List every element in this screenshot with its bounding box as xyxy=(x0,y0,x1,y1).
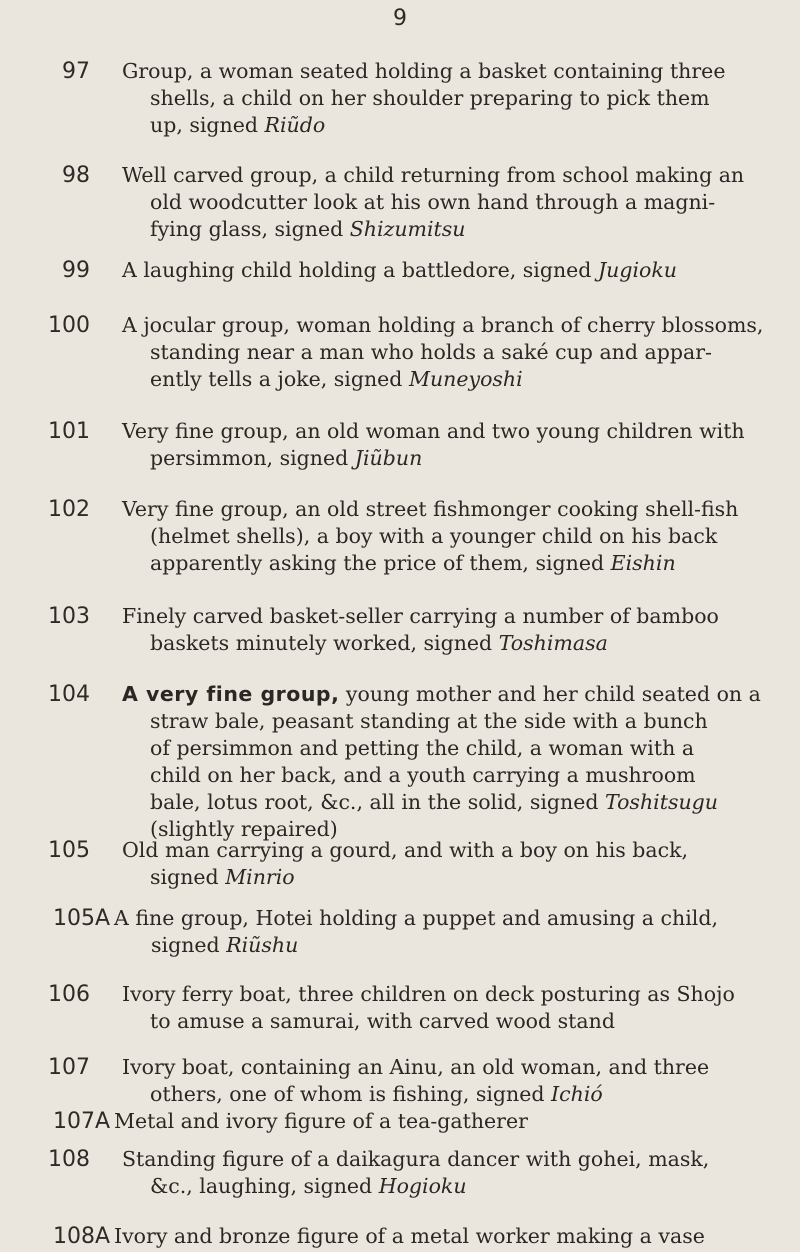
description-text: up, signed xyxy=(150,113,265,137)
description-text: fying glass, signed xyxy=(150,217,350,241)
lot-number: 103 xyxy=(48,604,90,629)
lot-description xyxy=(122,58,762,139)
description-text: young mother and her child seated on a xyxy=(339,682,761,706)
description-line: Group, a woman seated holding a basket containing three xyxy=(122,59,726,83)
description-line xyxy=(122,864,762,891)
description-text: baskets minutely worked, signed xyxy=(150,631,499,655)
signature: Eishin xyxy=(610,551,676,575)
description-line: Very fine group, an old street fishmonger cooking shell-fish xyxy=(122,497,739,521)
description-line xyxy=(114,932,762,959)
description-line: (helmet shells), a boy with a younger child on his back xyxy=(150,524,718,548)
signature: Toshitsugu xyxy=(605,790,718,814)
lot-description xyxy=(122,257,762,284)
lot-number: 105 xyxy=(48,838,90,863)
lot-description xyxy=(122,981,762,1035)
signature: Hogioku xyxy=(378,1174,467,1198)
description-line: Very fine group, an old woman and two young children with xyxy=(122,419,745,443)
lot-number: 107A xyxy=(52,1109,110,1134)
lot-description xyxy=(114,1108,762,1135)
lot-description xyxy=(114,1223,762,1250)
lot-number: 105A xyxy=(52,906,110,931)
page-number: 9 xyxy=(393,6,407,31)
description-line: to amuse a samurai, with carved wood stand xyxy=(150,1009,615,1033)
lot-description xyxy=(122,603,762,657)
lot-description xyxy=(122,837,762,891)
lot-number: 107 xyxy=(48,1055,90,1080)
description-line xyxy=(122,789,762,816)
signature: Toshimasa xyxy=(498,631,608,655)
lot-description xyxy=(122,1054,762,1108)
description-line: Ivory boat, containing an Ainu, an old woman, and three xyxy=(122,1055,710,1079)
description-text: signed xyxy=(151,933,227,957)
description-text: others, one of whom is fishing, signed xyxy=(150,1082,552,1106)
signature: Ichió xyxy=(551,1082,603,1106)
description-line: standing near a man who holds a saké cup and appar- xyxy=(150,340,712,364)
description-line: A jocular group, woman holding a branch of cherry blossoms, xyxy=(122,313,764,337)
description-text: A laughing child holding a battledore, signed xyxy=(122,258,598,282)
emphasis-text: A very fine group, xyxy=(122,682,340,706)
lot-description xyxy=(122,418,762,472)
lot-description xyxy=(122,162,762,243)
description-text: ently tells a joke, signed xyxy=(150,367,409,391)
description-line xyxy=(122,216,762,243)
description-line: (slightly repaired) xyxy=(150,817,338,841)
description-line: Finely carved basket-seller carrying a number of bamboo xyxy=(122,604,719,628)
lot-number: 108 xyxy=(48,1147,90,1172)
description-line xyxy=(122,366,762,393)
signature: Riũdo xyxy=(264,113,326,137)
description-line xyxy=(122,1173,762,1200)
description-line: Metal and ivory figure of a tea-gatherer xyxy=(114,1109,528,1133)
lot-description xyxy=(114,905,762,959)
description-line: Ivory ferry boat, three children on deck posturing as Shojo xyxy=(122,982,735,1006)
description-line xyxy=(122,630,762,657)
lot-number: 99 xyxy=(62,258,90,283)
description-line: old woodcutter look at his own hand through a magni- xyxy=(150,190,716,214)
lot-number: 100 xyxy=(48,313,90,338)
lot-number: 98 xyxy=(62,163,90,188)
description-line xyxy=(122,257,762,284)
lot-number: 108A xyxy=(52,1224,110,1249)
lot-number: 104 xyxy=(48,682,90,707)
description-line xyxy=(122,681,762,708)
description-line: A fine group, Hotei holding a puppet and amusing a child, xyxy=(114,906,718,930)
description-text: &c., laughing, signed xyxy=(150,1174,379,1198)
description-line: Old man carrying a gourd, and with a boy on his back, xyxy=(122,838,689,862)
signature: Shizumitsu xyxy=(349,217,466,241)
lot-number: 106 xyxy=(48,982,90,1007)
description-line: Ivory and bronze figure of a metal worker making a vase xyxy=(114,1224,705,1248)
description-text: bale, lotus root, &c., all in the solid, signed xyxy=(150,790,605,814)
description-line xyxy=(122,550,762,577)
description-line xyxy=(122,112,762,139)
signature: Jugioku xyxy=(597,258,678,282)
lot-number: 97 xyxy=(62,59,90,84)
lot-description xyxy=(122,312,762,393)
description-text: persimmon, signed xyxy=(150,446,355,470)
description-line: Standing figure of a daikagura dancer with gohei, mask, xyxy=(122,1147,710,1171)
signature: Jiũbun xyxy=(354,446,423,470)
description-line: Well carved group, a child returning from school making an xyxy=(122,163,745,187)
signature: Riũshu xyxy=(226,933,299,957)
lot-description xyxy=(122,1146,762,1200)
description-line xyxy=(122,445,762,472)
signature: Muneyoshi xyxy=(408,367,523,391)
description-text: signed xyxy=(150,865,226,889)
description-line: of persimmon and petting the child, a woman with a xyxy=(150,736,695,760)
lot-number: 101 xyxy=(48,419,90,444)
description-line: straw bale, peasant standing at the side with a bunch xyxy=(150,709,708,733)
description-line: child on her back, and a youth carrying a mushroom xyxy=(150,763,696,787)
description-line: shells, a child on her shoulder preparing to pick them xyxy=(150,86,710,110)
signature: Minrio xyxy=(225,865,295,889)
description-text: apparently asking the price of them, signed xyxy=(150,551,611,575)
description-line xyxy=(122,1081,762,1108)
lot-number: 102 xyxy=(48,497,90,522)
lot-description xyxy=(122,681,762,843)
lot-description xyxy=(122,496,762,577)
